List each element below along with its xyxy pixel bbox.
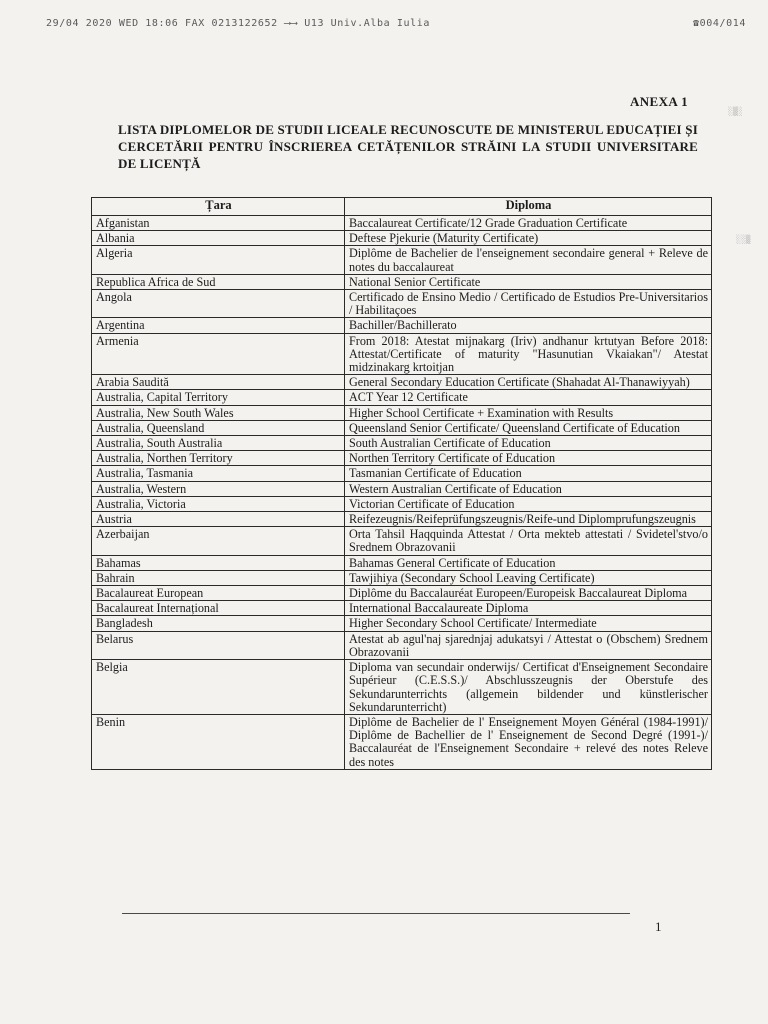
country-cell: Bangladesh	[92, 616, 345, 631]
country-cell: Belarus	[92, 631, 345, 659]
diploma-table	[91, 197, 712, 770]
header-diploma: Diploma	[345, 198, 712, 216]
diploma-cell: Queensland Senior Certificate/ Queensland Certificate of Education	[345, 420, 712, 435]
table-row	[92, 714, 712, 769]
diploma-cell: Tawjihiya (Secondary School Leaving Certificate)	[345, 570, 712, 585]
country-cell: Bacalaureat Internațional	[92, 601, 345, 616]
diploma-cell: Certificado de Ensino Medio / Certificado de Estudios Pre-Universitarios / Habilitaçoes	[345, 290, 712, 318]
country-cell: Afganistan	[92, 216, 345, 231]
country-cell: Australia, Capital Territory	[92, 390, 345, 405]
table-row	[92, 527, 712, 555]
fax-header-info: 29/04 2020 WED 18:06 FAX 0213122652 ⟶⟶ U13 Univ.Alba Iulia	[46, 18, 430, 29]
table-row	[92, 405, 712, 420]
diploma-cell: Diplôme de Bachelier de l'enseignement secondaire general + Releve de notes du baccalaureat	[345, 246, 712, 274]
diploma-cell: Northen Territory Certificate of Education	[345, 451, 712, 466]
scan-speckle: ░░▒	[736, 235, 751, 244]
country-cell: Argentina	[92, 318, 345, 333]
table-row	[92, 216, 712, 231]
diploma-cell: Bahamas General Certificate of Education	[345, 555, 712, 570]
country-cell: Armenia	[92, 333, 345, 375]
diploma-cell: Diplôme de Bachelier de l' Enseignement Moyen Général (1984-1991)/ Diplôme de Bachellier de l' Enseignement de Second Degré (1991-)/ Baccalauréat de l'Enseignement Secondaire + relevé des notes Releve des notes	[345, 714, 712, 769]
country-cell: Albania	[92, 231, 345, 246]
table-row	[92, 375, 712, 390]
country-cell: Belgia	[92, 660, 345, 715]
country-cell: Australia, Queensland	[92, 420, 345, 435]
scan-speckle: ░▒░	[728, 107, 743, 116]
table-row	[92, 466, 712, 481]
table-body	[92, 216, 712, 770]
table-row	[92, 601, 712, 616]
country-cell: Bahrain	[92, 570, 345, 585]
table-row	[92, 496, 712, 511]
country-cell: Australia, Tasmania	[92, 466, 345, 481]
table-row	[92, 660, 712, 715]
diploma-cell: Western Australian Certificate of Education	[345, 481, 712, 496]
table-row	[92, 333, 712, 375]
diploma-cell: Tasmanian Certificate of Education	[345, 466, 712, 481]
table-row	[92, 586, 712, 601]
header-country: Țara	[92, 198, 345, 216]
fax-page-count: ☎004/014	[693, 18, 746, 29]
diploma-cell: International Baccalaureate Diploma	[345, 601, 712, 616]
table-row	[92, 631, 712, 659]
table-row	[92, 318, 712, 333]
table-row	[92, 512, 712, 527]
document-title: LISTA DIPLOMELOR DE STUDII LICEALE RECUNOSCUTE DE MINISTERUL EDUCAȚIEI ȘI CERCETĂRII PENTRU ÎNSCRIEREA CETĂȚENILOR STRĂINI LA STUDII UNIVERSITARE DE LICENȚĂ	[118, 122, 698, 171]
country-cell: Australia, South Australia	[92, 436, 345, 451]
diploma-cell: Orta Tahsil Haqquinda Attestat / Orta mekteb attestati / Svidetel'stvo/o Srednem Obrazovanii	[345, 527, 712, 555]
country-cell: Azerbaijan	[92, 527, 345, 555]
diploma-cell: General Secondary Education Certificate (Shahadat Al-Thanawiyyah)	[345, 375, 712, 390]
diploma-cell: Higher Secondary School Certificate/ Intermediate	[345, 616, 712, 631]
diploma-cell: Atestat ab agul'naj sjarednjaj adukatsyi / Attestat o (Obschem) Srednem Obrazovanii	[345, 631, 712, 659]
country-cell: Australia, New South Wales	[92, 405, 345, 420]
country-cell: Australia, Northen Territory	[92, 451, 345, 466]
table-row	[92, 290, 712, 318]
diploma-cell: Victorian Certificate of Education	[345, 496, 712, 511]
annex-label: ANEXA 1	[629, 94, 688, 109]
table-row	[92, 246, 712, 274]
country-cell: Australia, Victoria	[92, 496, 345, 511]
table-row	[92, 274, 712, 289]
country-cell: Bacalaureat European	[92, 586, 345, 601]
diploma-cell: Diploma van secundair onderwijs/ Certificat d'Enseignement Secondaire Supérieur (C.E.S.S.)/ Abschlusszeugnis der Oberstufe des Sekundarunterrichts (allgemein bildender und künstlerischer Sekundarunterricht)	[345, 660, 712, 715]
table-row	[92, 451, 712, 466]
page-number: 1	[655, 919, 662, 934]
country-cell: Australia, Western	[92, 481, 345, 496]
diploma-cell: Bachiller/Bachillerato	[345, 318, 712, 333]
country-cell: Bahamas	[92, 555, 345, 570]
country-cell: Angola	[92, 290, 345, 318]
table-row	[92, 555, 712, 570]
diploma-cell: ACT Year 12 Certificate	[345, 390, 712, 405]
diploma-cell: Diplôme du Baccalauréat Europeen/Europeisk Baccalaureat Diploma	[345, 586, 712, 601]
diploma-cell: National Senior Certificate	[345, 274, 712, 289]
table-row	[92, 481, 712, 496]
diploma-cell: From 2018: Atestat mijnakarg (Iriv) andhanur krtutyan Before 2018: Attestat/Certificate of maturity "Hasunutian Vkaiakan"/ Atestat midzinakarg krtoitjan	[345, 333, 712, 375]
diploma-cell: South Australian Certificate of Education	[345, 436, 712, 451]
table-row	[92, 420, 712, 435]
table-row	[92, 570, 712, 585]
diploma-cell: Deftese Pjekurie (Maturity Certificate)	[345, 231, 712, 246]
country-cell: Austria	[92, 512, 345, 527]
table-row	[92, 390, 712, 405]
country-cell: Benin	[92, 714, 345, 769]
diploma-cell: Higher School Certificate + Examination with Results	[345, 405, 712, 420]
table-row	[92, 616, 712, 631]
table-header-row	[92, 198, 712, 216]
country-cell: Arabia Saudită	[92, 375, 345, 390]
diploma-cell: Reifezeugnis/Reifeprüfungszeugnis/Reife-und Diplomprufungszeugnis	[345, 512, 712, 527]
diploma-cell: Baccalaureat Certificate/12 Grade Graduation Certificate	[345, 216, 712, 231]
table-row	[92, 231, 712, 246]
country-cell: Algeria	[92, 246, 345, 274]
table-row	[92, 436, 712, 451]
country-cell: Republica Africa de Sud	[92, 274, 345, 289]
footer-rule	[122, 913, 630, 914]
